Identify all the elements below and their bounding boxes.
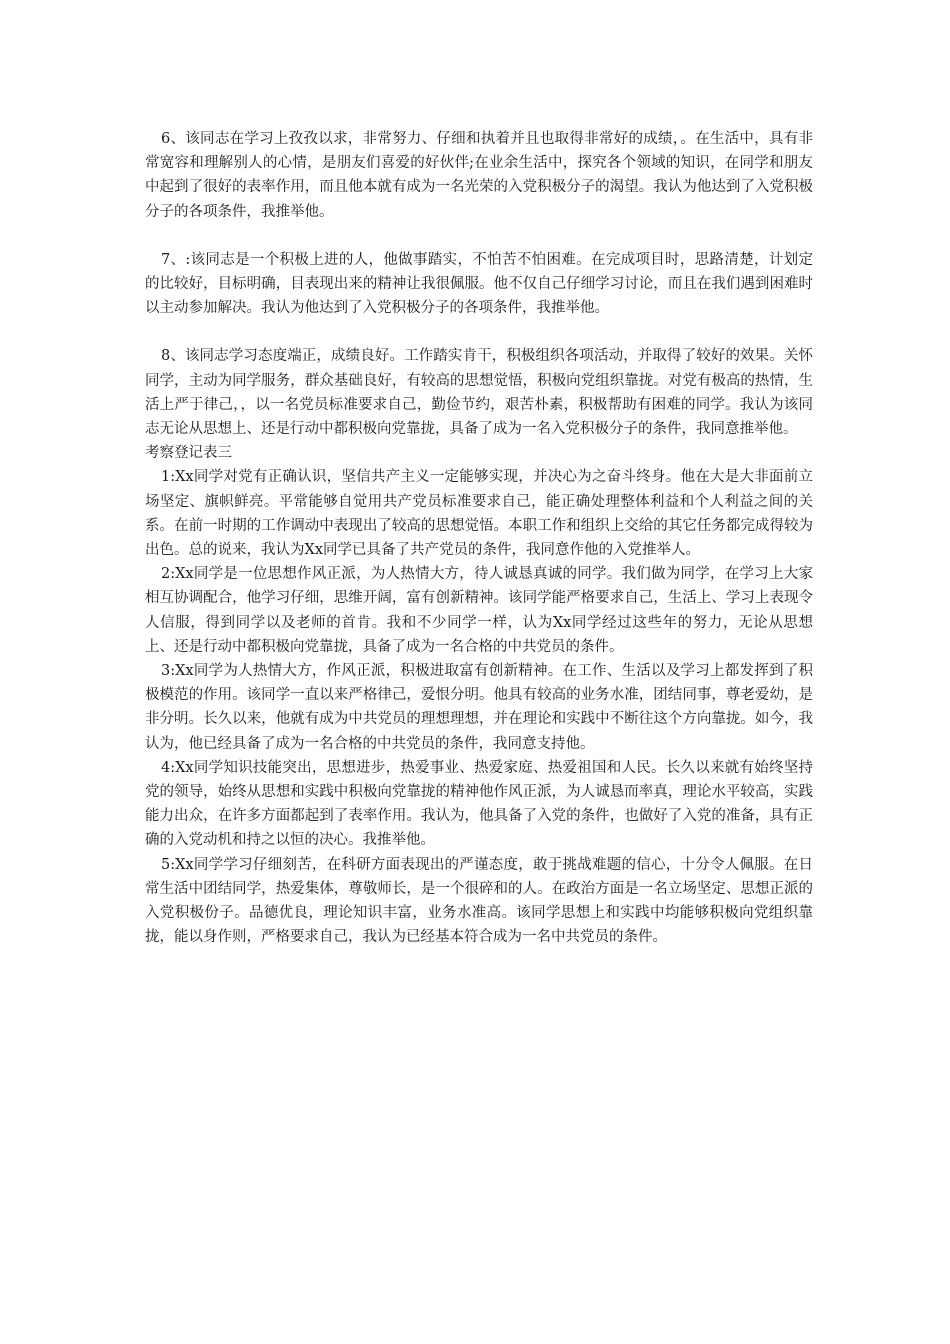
recommendation-2: 2:Xx同学是一位思想作风正派，为人热情大方，待人诚恳真诚的同学。我们做为同学，在学习上大家相互协调配合，他学习仔细，思维开阔，富有创新精神。该同学能严格要求自己，生活上、学习上表现令人信服，得到同学以及老师的首肯。我和不少同学一样，认为Xx同学经过这些年的努力，无论从思想上、还是行动中都积极向党靠拢，具备了成为一名合格的中共党员的条件。 [145,566,813,655]
recommendation-3: 3:Xx同学为人热情大方，作风正派，积极进取富有创新精神。在工作、生活以及学习上都发挥到了积极模范的作用。该同学一直以来严格律己，爱恨分明。他具有较高的业务水准，团结同事，尊老爱幼，是非分明。长久以来，他就有成为中共党员的理想理想，并在理论和实践中不断往这个方向靠拢。如今，我认为，他已经具备了成为一名合格的中共党员的条件，我同意支持他。 [145,663,813,752]
recommendation-4: 4:Xx同学知识技能突出，思想进步，热爱事业、热爱家庭、热爱祖国和人民。长久以来就有始终坚持党的领导，始终从思想和实践中积极向党靠拢的精神他作风正派，为人诚恳而率真，理论水平较高，实践能力出众，在许多方面都起到了表率作用。我认为，他具备了入党的条件，也做好了入党的准备，具有正确的入党动机和持之以恒的决心。我推举他。 [145,759,813,849]
recommendation-1: 1:Xx同学对党有正确认识，坚信共产主义一定能够实现，并决心为之奋斗终身。他在大是大非面前立场坚定、旗帜鲜亮。平常能够自觉用共产党员标准要求自己，能正确处理整体利益和个人利益之间的关系。在前一时期的工作调动中表现出了较高的思想觉悟。本职工作和组织上交给的其它任务都完成得较为出色。总的说来，我认为Xx同学已具备了共产党员的条件，我同意作他的入党推举人。 [145,469,813,559]
paragraph-8: 8、该同志学习态度端正，成绩良好。工作踏实肯干，积极组织各项活动，并取得了较好的效果。关怀同学，主动为同学服务，群众基础良好，有较高的思想觉悟，积极向党组织靠拢。对党有极高的热情，生活上严于律己，，以一名党员标准要求自己，勤俭节约，艰苦朴素，积极帮助有困难的同学。我认为该同志无论从思想上、还是行动中都积极向党靠拢，具备了成为一名入党积极分子的条件，我同意推举他。 [145,348,813,438]
recommendation-5: 5:Xx同学学习仔细刻苦，在科研方面表现出的严谨态度，敢于挑战难题的信心，十分令人佩服。在日常生活中团结同学，热爱集体，尊敬师长，是一个很碎和的人。在政治方面是一名立场坚定、思想正派的入党积极份子。品德优良，理论知识丰富，业务水准高。该同学思想上和实践中均能够积极向党组织靠拢，能以身作则，严格要求自己，我认为已经基本符合成为一名中共党员的条件。 [145,856,813,946]
paragraph-6: 6、该同志在学习上孜孜以求，非常努力、仔细和执着并且也取得非常好的成绩，。在生活中，具有非常宽容和理解别人的心情，是朋友们喜爱的好伙伴;在业余生活中，探究各个领域的知识，在同学和朋友中起到了很好的表率作用，而且他本就有成为一名光荣的入党积极分子的渴望。我认为他达到了入党积极分子的各项条件，我推举他。 [145,131,813,220]
section-heading: 考察登记表三 [145,445,232,462]
paragraph-7: 7、:该同志是一个积极上进的人，他做事踏实，不怕苦不怕困难。在完成项目时，思路清楚，计划定的比较好，目标明确，目表现出来的精神让我很佩服。他不仅自己仔细学习讨论，而且在我们遇到困难时以主动参加解决。我认为他达到了入党积极分子的各项条件，我推举他。 [145,251,813,317]
document-body [145,127,813,950]
